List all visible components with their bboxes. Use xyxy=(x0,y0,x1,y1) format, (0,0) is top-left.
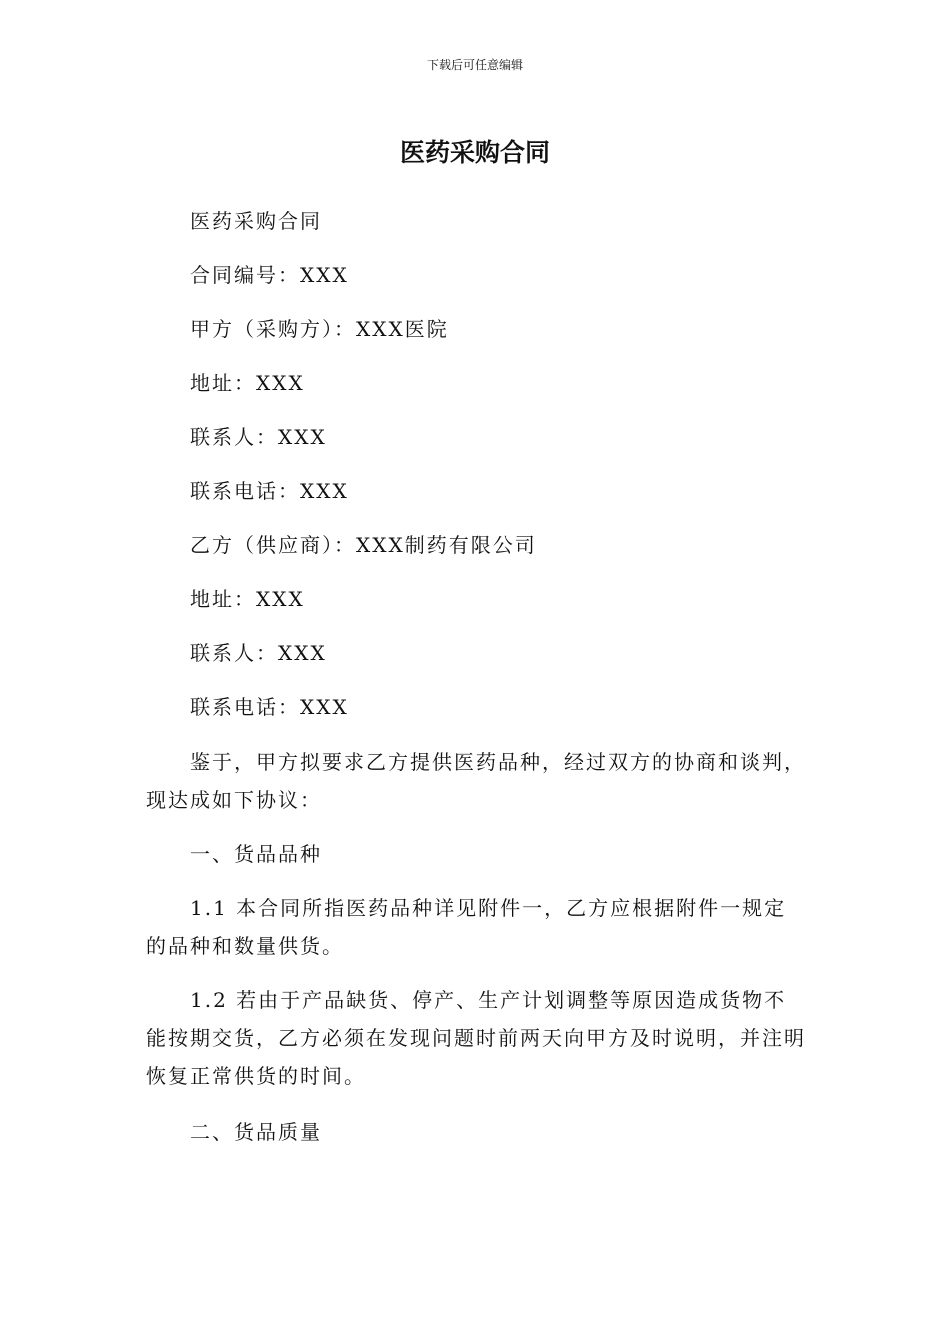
line-party-b: 乙方（供应商）：XXX制药有限公司 xyxy=(190,533,537,557)
line-heading: 医药采购合同 xyxy=(190,209,322,233)
paragraph-1-1: 1.1 本合同所指医药品种详见附件一，乙方应根据附件一规定的品种和数量供货。 xyxy=(146,896,787,958)
line-party-a-contact: 联系人：XXX xyxy=(190,425,327,449)
section-heading-1: 一、货品品种 xyxy=(190,842,322,866)
section-heading-2: 二、货品质量 xyxy=(190,1120,322,1144)
paragraph-preamble: 鉴于，甲方拟要求乙方提供医药品种，经过双方的协商和谈判，现达成如下协议： xyxy=(146,750,806,812)
header-note: 下载后可任意编辑 xyxy=(426,58,523,72)
line-party-a-phone: 联系电话：XXX xyxy=(190,479,349,503)
line-contract-number: 合同编号：XXX xyxy=(190,263,349,287)
page-title: 医药采购合同 xyxy=(399,138,550,167)
line-party-a-address: 地址：XXX xyxy=(190,371,305,395)
line-party-b-contact: 联系人：XXX xyxy=(190,641,327,665)
line-party-a: 甲方（采购方）：XXX医院 xyxy=(190,317,449,341)
line-party-b-address: 地址：XXX xyxy=(190,587,305,611)
paragraph-1-2: 1.2 若由于产品缺货、停产、生产计划调整等原因造成货物不能按期交货，乙方必须在发现问题时前两天向甲方及时说明，并注明恢复正常供货的时间。 xyxy=(146,988,806,1088)
line-party-b-phone: 联系电话：XXX xyxy=(190,695,349,719)
